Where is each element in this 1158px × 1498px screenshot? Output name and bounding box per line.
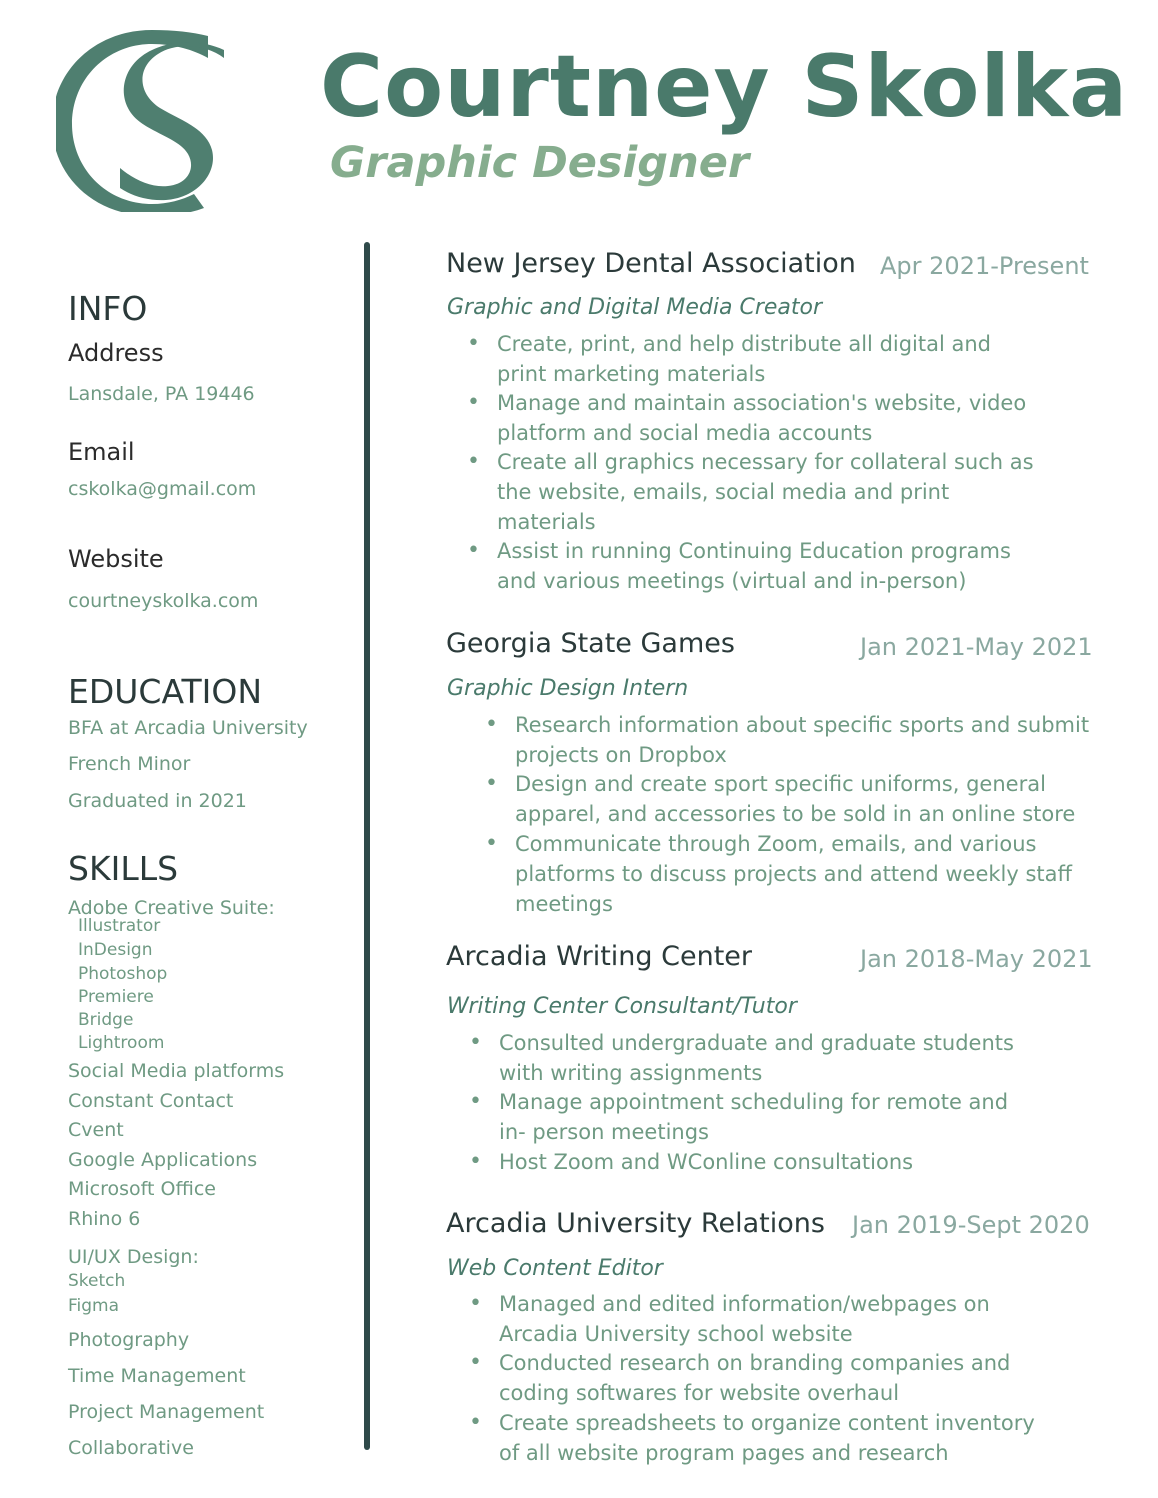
- job-bullet: • Assist in running Continuing Education programs and various meetings (virtual and in-person): [467, 538, 1011, 593]
- skill-item: Google Applications: [68, 1149, 258, 1171]
- job-dates: Jan 2018-May 2021: [860, 945, 1093, 973]
- website-label: Website: [68, 545, 164, 573]
- skill-item: Project Management: [68, 1401, 265, 1423]
- candidate-name: Courtney Skolka: [320, 37, 1129, 137]
- skill-item: Microsoft Office: [68, 1178, 216, 1200]
- job-bullet: • Conducted research on branding companies and coding softwares for website overhaul: [469, 1350, 1011, 1405]
- address-value: Lansdale, PA 19446: [68, 383, 255, 405]
- email-value[interactable]: cskolka@gmail.com: [68, 478, 257, 500]
- job-bullet: • Create spreadsheets to organize content inventory of all website program pages and research: [469, 1410, 1035, 1465]
- skill-adobe: Adobe Creative Suite:: [68, 897, 275, 919]
- address-label: Address: [68, 339, 164, 367]
- job-bullet: • Design and create sport specific uniforms, general apparel, and accessories to be sold in an online store: [485, 771, 1076, 826]
- job-company: Arcadia Writing Center: [446, 941, 753, 972]
- skill-sub-item: Figma: [68, 1296, 120, 1316]
- job-company: Georgia State Games: [446, 628, 735, 659]
- column-divider: [364, 242, 370, 1450]
- info-heading: INFO: [68, 289, 148, 328]
- job-bullet: • Create, print, and help distribute all digital and print marketing materials: [467, 331, 992, 386]
- skill-sub-item: Photoshop: [78, 964, 168, 984]
- job-bullet: • Create all graphics necessary for collateral such as the website, emails, social media and print materials: [467, 449, 1034, 534]
- email-label: Email: [68, 438, 135, 466]
- skill-uiux: UI/UX Design:: [68, 1246, 199, 1268]
- education-item: BFA at Arcadia University: [68, 717, 308, 739]
- skill-item: Constant Contact: [68, 1090, 234, 1112]
- job-company: New Jersey Dental Association: [446, 248, 856, 279]
- job-title: Graphic and Digital Media Creator: [447, 295, 823, 320]
- job-bullet: • Manage appointment scheduling for remote and in- person meetings: [469, 1089, 1009, 1144]
- education-item: French Minor: [68, 753, 191, 775]
- job-company: Arcadia University Relations: [446, 1208, 825, 1239]
- job-bullet: • Research information about specific sports and submit projects on Dropbox: [485, 712, 1090, 767]
- education-item: Graduated in 2021: [68, 790, 247, 812]
- education-heading: EDUCATION: [68, 672, 263, 711]
- job-title: Writing Center Consultant/Tutor: [447, 994, 797, 1019]
- job-title: Web Content Editor: [447, 1256, 663, 1281]
- skill-item: Social Media platforms: [68, 1060, 285, 1082]
- job-dates: Jan 2019-Sept 2020: [852, 1211, 1090, 1239]
- job-bullet: • Consulted undergraduate and graduate students with writing assignments: [469, 1030, 1014, 1085]
- skill-item: Rhino 6: [68, 1208, 141, 1230]
- candidate-role: Graphic Designer: [330, 138, 750, 188]
- skill-item: Time Management: [68, 1365, 246, 1387]
- job-bullet: • Manage and maintain association's website, video platform and social media accounts: [467, 390, 1027, 445]
- skill-sub-item: Premiere: [78, 987, 154, 1007]
- skill-item: Photography: [68, 1329, 190, 1351]
- job-bullet: • Managed and edited information/webpages on Arcadia University school website: [469, 1291, 990, 1346]
- cs-monogram-logo: [56, 28, 240, 212]
- skill-sub-item: Bridge: [78, 1010, 134, 1030]
- skills-heading: SKILLS: [68, 849, 179, 888]
- skill-item: Collaborative: [68, 1437, 194, 1459]
- skill-sub-item: Sketch: [68, 1271, 126, 1291]
- job-bullet: • Host Zoom and WConline consultations: [469, 1149, 914, 1174]
- skill-sub-item: Illustrator: [78, 916, 161, 936]
- job-dates: Apr 2021-Present: [880, 252, 1089, 280]
- job-dates: Jan 2021-May 2021: [860, 633, 1093, 661]
- website-value[interactable]: courtneyskolka.com: [68, 590, 259, 612]
- skill-item: Cvent: [68, 1119, 124, 1141]
- job-bullet: • Communicate through Zoom, emails, and various platforms to discuss projects and attend weekly staff meetings: [485, 831, 1073, 916]
- skill-sub-item: Lightroom: [78, 1033, 165, 1053]
- skill-sub-item: InDesign: [78, 940, 153, 960]
- job-title: Graphic Design Intern: [447, 676, 689, 701]
